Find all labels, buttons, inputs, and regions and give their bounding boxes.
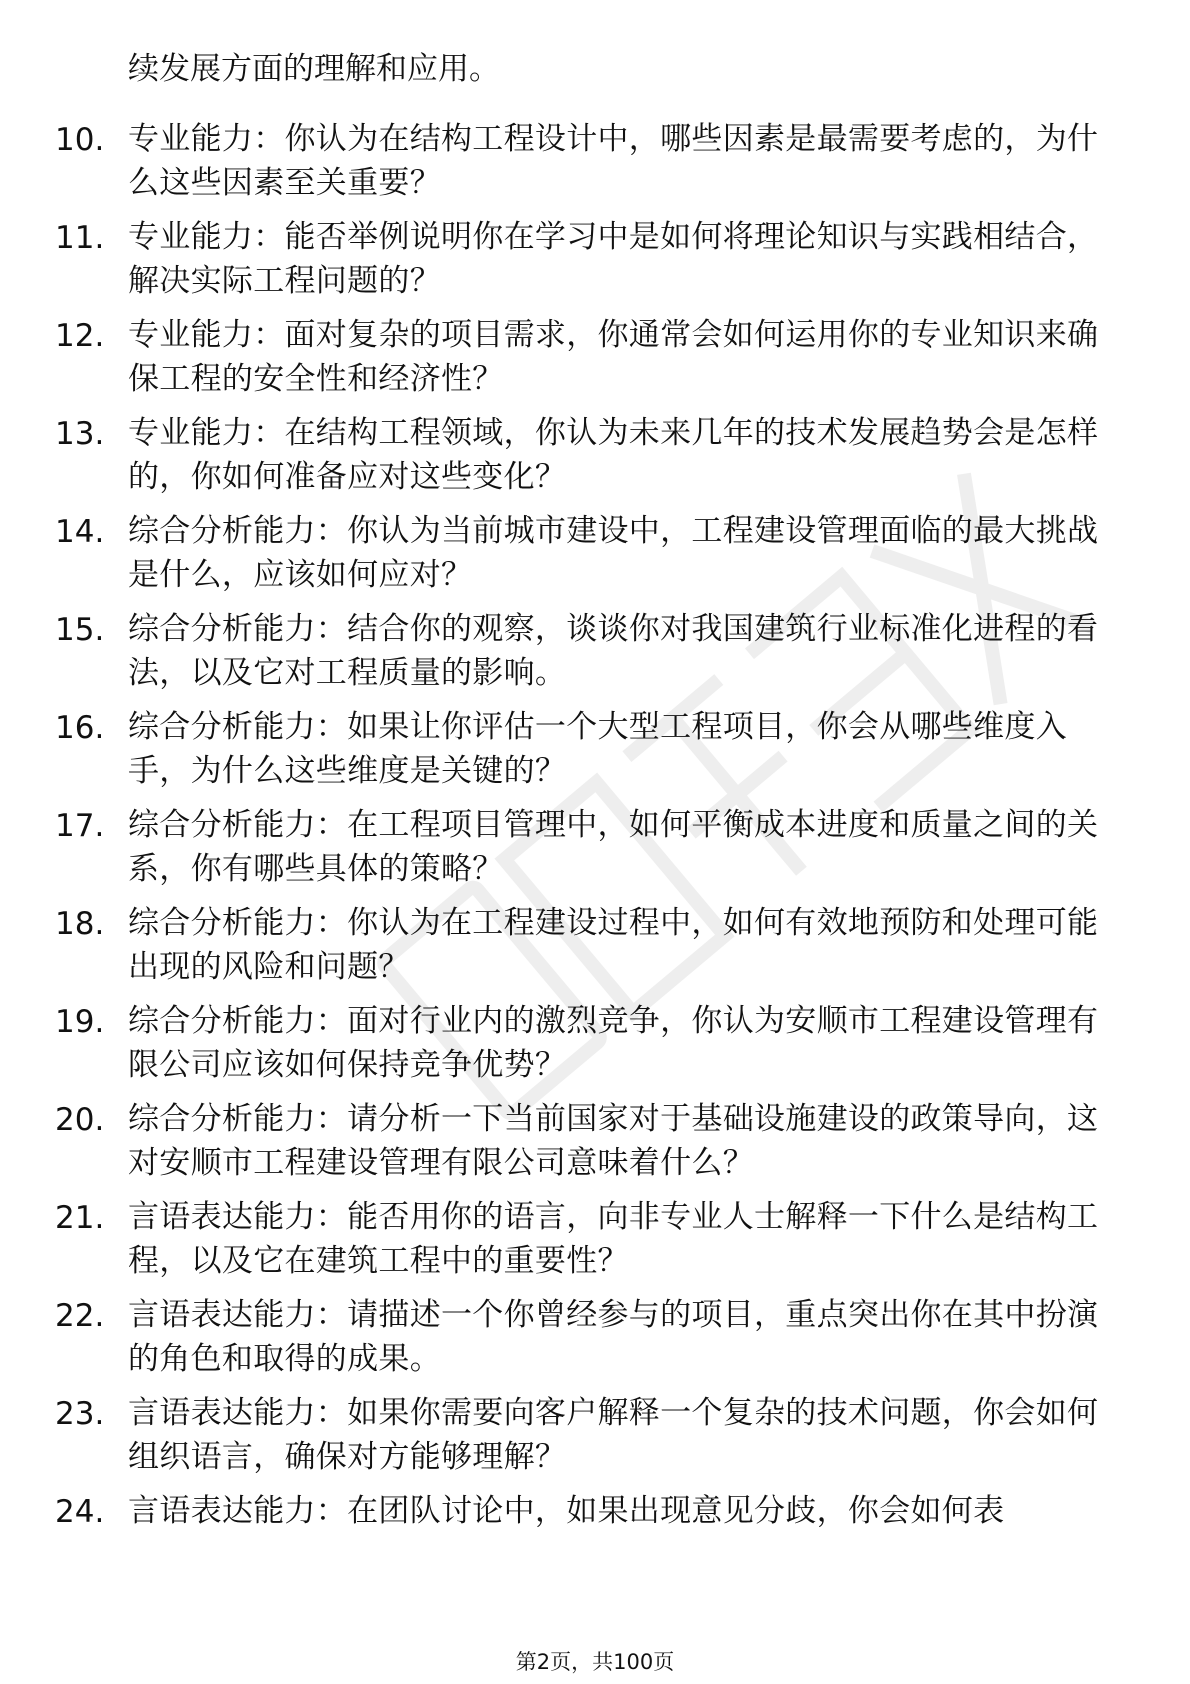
- list-item: [0, 1293, 1190, 1391]
- question-number: 10.: [55, 122, 105, 158]
- question-text: 言语表达能力：如果你需要向客户解释一个复杂的技术问题，你会如何组织语言，确保对方能够理解？: [128, 1395, 1099, 1475]
- question-number: 20.: [55, 1102, 105, 1138]
- question-number: 12.: [55, 318, 105, 354]
- list-item: [0, 1489, 1190, 1535]
- question-number: 16.: [55, 710, 105, 746]
- question-number: 18.: [55, 906, 105, 942]
- question-text: 言语表达能力：在团队讨论中，如果出现意见分歧，你会如何表: [128, 1493, 1005, 1529]
- question-text: 综合分析能力：面对行业内的激烈竞争，你认为安顺市工程建设管理有限公司应该如何保持竞争优势？: [128, 1003, 1099, 1083]
- list-item: [0, 1195, 1190, 1293]
- list-item: [0, 607, 1190, 705]
- question-list: [0, 117, 1190, 1535]
- question-text: 专业能力：你认为在结构工程设计中，哪些因素是最需要考虑的，为什么这些因素至关重要？: [128, 121, 1099, 201]
- list-item: [0, 1097, 1190, 1195]
- list-item: [0, 215, 1190, 313]
- list-item: [0, 313, 1190, 411]
- question-number: 19.: [55, 1004, 105, 1040]
- list-item: [0, 999, 1190, 1097]
- question-number: 21.: [55, 1200, 105, 1236]
- question-text: 综合分析能力：你认为当前城市建设中，工程建设管理面临的最大挑战是什么，应该如何应对？: [128, 513, 1099, 593]
- question-text: 综合分析能力：请分析一下当前国家对于基础设施建设的政策导向，这对安顺市工程建设管理有限公司意味着什么？: [128, 1101, 1099, 1181]
- list-item: [0, 1391, 1190, 1489]
- list-item: [0, 411, 1190, 509]
- question-text: 专业能力：在结构工程领域，你认为未来几年的技术发展趋势会是怎样的，你如何准备应对这些变化？: [128, 415, 1099, 495]
- list-item: [0, 705, 1190, 803]
- question-text: 言语表达能力：能否用你的语言，向非专业人士解释一下什么是结构工程，以及它在建筑工程中的重要性？: [128, 1199, 1099, 1279]
- question-text: 专业能力：面对复杂的项目需求，你通常会如何运用你的专业知识来确保工程的安全性和经济性？: [128, 317, 1099, 397]
- list-item: [0, 509, 1190, 607]
- list-item: [0, 901, 1190, 999]
- page-footer: 第2页，共100页: [515, 1650, 675, 1674]
- question-number: 24.: [55, 1494, 105, 1530]
- question-number: 23.: [55, 1396, 105, 1432]
- question-number: 22.: [55, 1298, 105, 1334]
- question-number: 14.: [55, 514, 105, 550]
- question-number: 17.: [55, 808, 105, 844]
- question-number: 15.: [55, 612, 105, 648]
- question-number: 11.: [55, 220, 105, 256]
- list-item: [0, 803, 1190, 901]
- question-text: 专业能力：能否举例说明你在学习中是如何将理论知识与实践相结合，解决实际工程问题的？: [128, 219, 1099, 299]
- question-text: 综合分析能力：在工程项目管理中，如何平衡成本进度和质量之间的关系，你有哪些具体的策略？: [128, 807, 1099, 887]
- question-text: 综合分析能力：你认为在工程建设过程中，如何有效地预防和处理可能出现的风险和问题？: [128, 905, 1099, 985]
- question-text: 言语表达能力：请描述一个你曾经参与的项目，重点突出你在其中扮演的角色和取得的成果。: [128, 1297, 1099, 1377]
- question-text: 综合分析能力：结合你的观察，谈谈你对我国建筑行业标准化进程的看法，以及它对工程质量的影响。: [128, 611, 1099, 691]
- list-item: [0, 117, 1190, 215]
- question-text: 综合分析能力：如果让你评估一个大型工程项目，你会从哪些维度入手，为什么这些维度是关键的？: [128, 709, 1067, 789]
- continuation-line: 续发展方面的理解和应用。: [128, 51, 500, 87]
- question-number: 13.: [55, 416, 105, 452]
